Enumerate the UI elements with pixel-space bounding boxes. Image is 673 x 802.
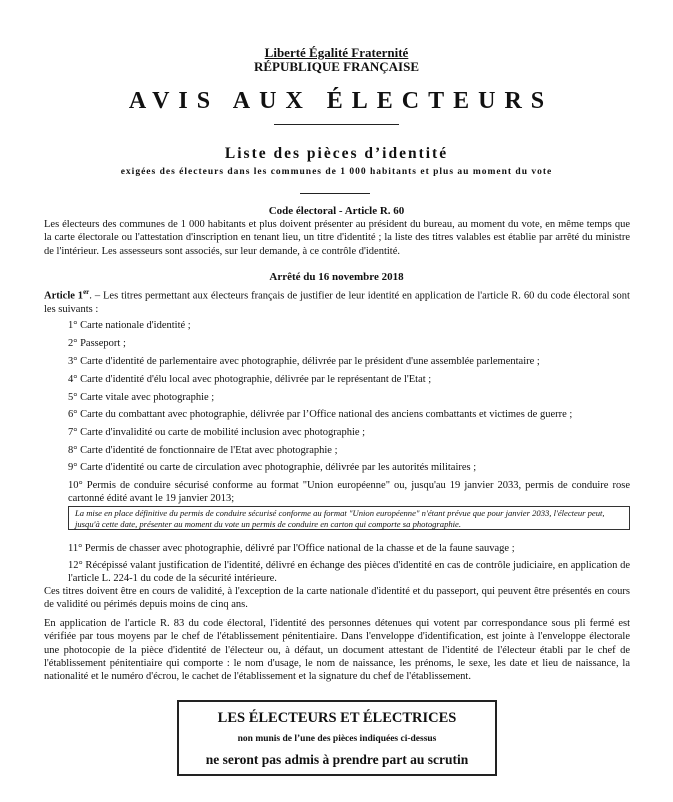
list-item: 9° Carte d'identité ou carte de circulation avec photographie, délivrée par les autorités militaires ;	[68, 462, 477, 473]
list-item: 11° Permis de chasser avec photographie, délivré par l'Office national de la chasse et de la faune sauvage ;	[68, 543, 515, 554]
republic-motto: Liberté Égalité Fraternité	[264, 45, 409, 60]
list-item: 8° Carte d'identité de fonctionnaire de l'Etat avec photographie ;	[68, 445, 338, 456]
list-item: 5° Carte vitale avec photographie ;	[68, 392, 215, 403]
warning-subtext: non munis de l’une des pièces indiquées ci-dessus	[237, 734, 437, 744]
code-text: Les électeurs des communes de 1 000 habitants et plus doivent présenter au président du bureau, au moment du vote, en même temps que la carte électorale ou l'attestation d'inscription en tenant lieu, un titre d'identité ; la liste des titres valables est établie par arrêté du ministre de l'intérieur. Les assesseurs sont associés, sur leur demande, à ce contrôle d'identité.	[44, 219, 630, 257]
article-label: Article 1	[44, 290, 84, 302]
warning-conclusion: ne seront pas admis à prendre part au scrutin	[205, 752, 469, 767]
list-item: 4° Carte d'identité d'élu local avec photographie, délivrée par le représentant de l'Etat ;	[68, 374, 432, 385]
list-item: 2° Passeport ;	[68, 338, 126, 349]
warning-heading: LES ÉLECTEURS ET ÉLECTRICES	[217, 710, 457, 726]
list-item: 1° Carte nationale d'identité ;	[68, 320, 191, 331]
subtitle-divider	[300, 193, 370, 194]
subtitle-note: exigées des électeurs dans les communes de 1 000 habitants et plus au moment du vote	[120, 167, 553, 177]
warning-box	[177, 700, 497, 776]
republic-name: RÉPUBLIQUE FRANÇAISE	[253, 59, 420, 74]
driving-licence-notice: La mise en place définitive du permis de conduire sécurisé conforme au format "Union européenne" n'étant prévue que pour janvier 2033, l'électeur peut, jusqu'à cette date, présenter au moment du vote un permis de conduire en carton qui comporte sa photographie.	[68, 506, 630, 530]
list-item: 3° Carte d'identité de parlementaire avec photographie, délivrée par le président d'une assemblée parlementaire ;	[68, 356, 540, 367]
code-reference: Code électoral - Article R. 60	[268, 205, 405, 217]
article-text: . – Les titres permettant aux électeurs français de justifier de leur identité en application de l'article R. 60 du code électoral sont les suivants :	[44, 290, 630, 315]
list-item: 7° Carte d'invalidité ou carte de mobilité inclusion avec photographie ;	[68, 427, 366, 438]
list-item: 10° Permis de conduire sécurisé conforme au format "Union européenne" ou, jusqu'au 19 janvier 2033, permis de conduire rose cartonné édité avant le 19 janvier 2013;	[68, 480, 630, 505]
list-item: 6° Carte du combattant avec photographie, délivrée par l’Office national des anciens combattants et victimes de guerre ;	[68, 409, 573, 420]
subtitle: Liste des pièces d’identité	[224, 145, 449, 162]
article-1	[44, 286, 630, 316]
article-label-sup: er	[83, 288, 90, 296]
page-title: AVIS AUX ÉLECTEURS	[128, 88, 554, 114]
title-divider	[274, 124, 399, 125]
decree-title: Arrêté du 16 novembre 2018	[269, 271, 404, 283]
list-item: 12° Récépissé valant justification de l'identité, délivré en échange des pièces d'identité en cas de contrôle judiciaire, en application de l'article L. 224-1 du code de la sécurité intérieure.	[68, 560, 630, 585]
validity-text: Ces titres doivent être en cours de validité, à l'exception de la carte nationale d'identité et du passeport, qui peuvent être présentés en cours de validité ou périmés depuis moins de cinq ans.	[44, 586, 630, 611]
detainees-text: En application de l'article R. 83 du code électoral, l'identité des personnes détenues qui votent par correspondance sous pli fermé est vérifiée par tous moyens par le chef de l'établissement pénitentiaire. Dans l'enveloppe d'identification, est jointe à l'enveloppe électorale une photocopie de la pièce d'identité de l'électeur ou, à défaut, un document attestant de l'identité de l'électeur établi par le chef de l'établissement pénitentiaire qui comporte : le nom d'usage, le nom de naissance, les prénoms, le sexe, les date et lieu de naissance, la nationalité et le numéro d'écrou, le cachet de l'établissement et la signature du chef de l'établissement.	[44, 618, 630, 683]
